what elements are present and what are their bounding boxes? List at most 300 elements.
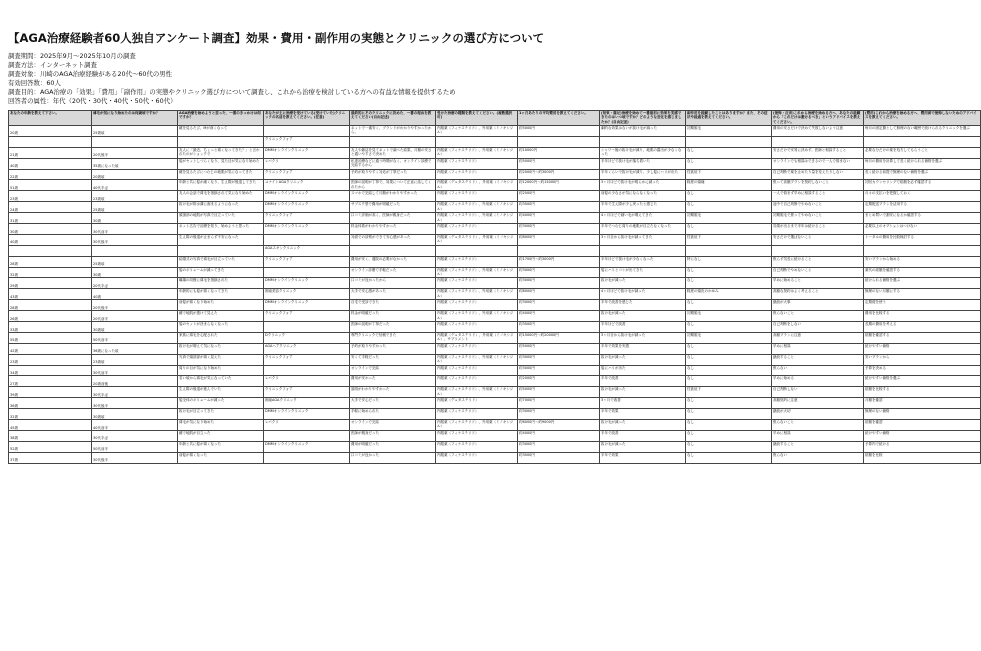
table-cell: クリニックフォア (264, 354, 350, 365)
table-cell: 料金体系がわかりやすかった (350, 224, 436, 235)
table-cell: 30代後半 (92, 234, 178, 245)
table-cell: 早めに相談 (772, 343, 864, 354)
table-cell: 初期脱毛 (686, 311, 772, 322)
table-cell: 安いプランから (864, 354, 981, 365)
table-cell: 前髪が薄くなり始めた (178, 300, 264, 311)
table-cell: なし (686, 191, 772, 202)
table-cell: 52歳 (9, 441, 92, 452)
table-cell: 軽度の頭痛 (686, 180, 772, 191)
table-cell: 45歳 (9, 420, 92, 431)
table-cell: 内服薬（フィナステリド）、外用薬（ミノキシジル） (436, 267, 518, 278)
table-cell: レバクリ (264, 158, 350, 169)
table-cell: 特になし (686, 256, 772, 267)
table-cell: 効果が出るまで半年は続けること (772, 224, 864, 235)
table-cell: なし (686, 158, 772, 169)
table-cell: なし (686, 452, 772, 463)
column-header: AGA治療を始めようと思った、一番のきっかけは何ですか？ (178, 111, 264, 126)
table-cell: 内服薬（フィナステリド） (436, 409, 518, 420)
table-row (9, 311, 981, 322)
table-cell: 生え際の後退が進んでいた (178, 387, 264, 398)
table-cell (264, 267, 350, 278)
table-cell: 30歳頃 (92, 322, 178, 333)
table-cell: 20代前半 (92, 311, 178, 322)
table-cell: 約2000円～約3000円 (518, 169, 600, 180)
table-cell: ユナイトAGAクリニック (264, 180, 350, 191)
table-cell: 30代半ば (92, 430, 178, 441)
table-cell: 約4000円 (518, 311, 600, 322)
column-header: (効果・満足)治療を始めて一番最初に効果を実感できたのはいつ頃ですか？どのような変化を感じましたか？(自由記述) (600, 111, 686, 126)
table-row (9, 191, 981, 202)
table-cell (864, 245, 981, 256)
table-row (9, 202, 981, 213)
column-header: 薄毛が気になり始めたのは何歳頃ですか？ (92, 111, 178, 126)
table-cell: 20代半ば (92, 278, 178, 289)
table-cell: 40代半ば (92, 180, 178, 191)
table-cell: 性欲低下 (686, 387, 772, 398)
table-cell: 軽度の頭皮のかゆみ (686, 289, 772, 300)
table-cell: 高額プランに注意 (772, 332, 864, 343)
table-cell: 安くて手軽だった (350, 354, 436, 365)
table-cell: 内服薬（フィナステリド） (436, 452, 518, 463)
table-cell: クリニックフォア (264, 311, 350, 322)
table-cell: 内服薬（デュタステリド）、外用薬（ミノキシジル） (436, 234, 518, 245)
table-cell: 内服薬（フィナステリド） (436, 169, 518, 180)
table-cell: 続けやすい価格 (864, 430, 981, 441)
table-cell: 初期脱毛 (686, 332, 772, 343)
table-cell (92, 245, 178, 256)
table-cell (436, 245, 518, 256)
table-cell: 年齢的にも髪が薄くなってきた (178, 289, 264, 300)
meta-line: 調査対象：川崎のAGA治療経験がある20代～60代の男性 (8, 70, 173, 79)
table-cell: 職場の同僚に薄毛を指摘された (178, 278, 264, 289)
table-cell: 30代前半 (92, 224, 178, 235)
table-cell: 約3500円 (518, 322, 600, 333)
table-cell: 抜け毛が減った (600, 387, 686, 398)
table-cell: AGAヘアクリニック (264, 343, 350, 354)
table-row (9, 441, 981, 452)
table-cell: ネットで一番安く、ブランドがわかりやすかったから。 (350, 126, 436, 137)
table-cell: 総額を確認する (864, 332, 981, 343)
survey-table (8, 110, 981, 464)
table-cell: 51歳 (9, 180, 92, 191)
table-cell: 30代半ば (92, 387, 178, 398)
table-cell: 若い頃から薄毛が気になっていた (178, 376, 264, 387)
table-cell: 28歳 (9, 300, 92, 311)
table-cell: 約3000円 (518, 365, 600, 376)
table-cell: 手軽に始められた (350, 409, 436, 420)
column-header: 最終的にそのクリニックに決めた、一番の理由を教えてください(自由記述) (350, 111, 436, 126)
table-cell: 髪全体のボリュームが減った (178, 398, 264, 409)
table-cell: 3ヶ月目から抜け毛が減った (600, 332, 686, 343)
table-cell: 約3000円 (518, 409, 600, 420)
table-cell: 半年ほどで抜け毛が少なくなった (600, 256, 686, 267)
table-cell: 半年で効果 (600, 409, 686, 420)
table-cell: 40歳 (9, 234, 92, 245)
table-cell: 約3000円 (518, 267, 600, 278)
table-cell: 焦らない (772, 452, 864, 463)
table-cell: 20歳頃 (92, 169, 178, 180)
table-cell: なし (686, 409, 772, 420)
table-cell: 50代前半 (92, 332, 178, 343)
table-row (9, 343, 981, 354)
table-cell (264, 452, 350, 463)
table-cell (686, 136, 772, 147)
table-cell: 医師が親身だった (350, 430, 436, 441)
table-cell: 20歳 (9, 126, 92, 137)
table-cell: 費用の安さだけで決めて失敗しないよう注意 (772, 126, 864, 137)
table-cell: 内服薬（フィナステリド） (436, 158, 518, 169)
table-cell: 約6000円～約9000円 (518, 420, 600, 431)
table-cell: 内服薬（フィナステリド） (436, 224, 518, 235)
table-row (9, 126, 981, 137)
table-cell: 総額を確認 (864, 420, 981, 431)
table-cell: 続けやすい価格を選ぶ (864, 376, 981, 387)
table-cell: なし (686, 441, 772, 452)
table-cell: ネット広告で治療を知り、始めようと思った (178, 224, 264, 235)
table-row (9, 213, 981, 224)
table-cell: 内服薬（デュタステリド）、外用薬（ミノキシジル） (436, 180, 518, 191)
table-cell: 月々の支払いを把握しておく (864, 191, 981, 202)
table-cell: 一人で悩まず早めに相談すること (772, 191, 864, 202)
table-cell: 27歳 (9, 376, 92, 387)
table-cell: 内服薬（フィナステリド） (436, 430, 518, 441)
table-cell: 初回カウンセリングで総額を必ず確認する (864, 180, 981, 191)
table-cell: 予算を決める (864, 365, 981, 376)
table-cell: 約3000円 (518, 354, 600, 365)
table-cell: 30歳頃 (92, 409, 178, 420)
table-cell: 安さだけで安易に決めず、医師と相談すること (772, 147, 864, 158)
table-cell: レバクリ (264, 420, 350, 431)
table-cell: 無理のない月額にする (864, 289, 981, 300)
table-cell: 40代前半 (92, 420, 178, 431)
table-cell (92, 136, 178, 147)
table-cell: 43歳 (9, 289, 92, 300)
table-cell: 約8000円 (518, 234, 600, 245)
table-cell: 焦らず気長に続けること (772, 256, 864, 267)
table-row (9, 136, 981, 147)
table-cell: 内服薬（フィナステリド）、外用薬（ミノキシジル） (436, 213, 518, 224)
table-cell (9, 245, 92, 256)
table-cell: なし (686, 322, 772, 333)
table-cell: 内服薬（フィナステリド）、外用薬（ミノキシジル） (436, 289, 518, 300)
table-cell: クリニックフォア (264, 256, 350, 267)
table-row (9, 376, 981, 387)
table-cell: 抜け毛が目立ってきた (178, 409, 264, 420)
table-cell: DMMオンラインクリニック (264, 409, 350, 420)
table-cell: 内服薬（フィナステリド）、外用薬（ミノキシジル） (436, 387, 518, 398)
survey-meta (8, 52, 456, 107)
table-cell (264, 322, 350, 333)
table-cell: 内服薬（フィナステリド）、外用薬（ミノキシジル） (436, 354, 518, 365)
table-cell: 抜け毛が排水溝に溜まるようになった (178, 202, 264, 213)
table-cell: 自己判断しない (772, 387, 864, 398)
table-cell: 内服薬（フィナステリド） (436, 300, 518, 311)
table-cell: 約7000円 (518, 398, 600, 409)
table-row (9, 245, 981, 256)
table-cell (772, 245, 864, 256)
table-cell: 半年で改善 (600, 376, 686, 387)
column-header: 1ヶ月あたりの平均費用を教えてください。 (518, 111, 600, 126)
meta-line: 調査期間：2025年9月～2025年10月の調査 (8, 52, 136, 60)
table-cell: 25歳頃 (92, 256, 178, 267)
table-cell: 38歳 (9, 430, 92, 441)
table-cell: 費用が明確だった (350, 441, 436, 452)
table-cell: 費用を比較する (864, 311, 981, 322)
table-cell: 予約が取りやすかった (350, 343, 436, 354)
table-cell (350, 245, 436, 256)
table-cell: 内服薬（フィナステリド） (436, 256, 518, 267)
table-cell: 友人や雑誌を見てネットで調べた結果、月額の安さと通いやすさで決めた (350, 147, 436, 158)
table-row (9, 158, 981, 169)
table-cell: 湘南美容クリニック (264, 289, 350, 300)
table-row (9, 256, 981, 267)
table-cell: 高額な契約はよく考えること (772, 289, 864, 300)
table-cell: 約3000円 (518, 300, 600, 311)
table-cell: なし (686, 398, 772, 409)
table-cell: 高額契約に注意 (772, 398, 864, 409)
table-cell: 約4000円 (518, 430, 600, 441)
table-cell: 鏡で地肌が透けて見えた (178, 311, 264, 322)
table-cell (864, 136, 981, 147)
table-cell: 総額を比較する (864, 387, 981, 398)
table-cell: 性欲低下 (686, 169, 772, 180)
table-cell: 内服薬（フィナステリド）、外用薬（ミノキシジル） (436, 202, 518, 213)
table-cell: 3ヶ月で改善 (600, 398, 686, 409)
table-row (9, 322, 981, 333)
table-cell: 医師の説明が丁寧だった (350, 322, 436, 333)
table-cell: なし (686, 267, 772, 278)
table-cell: 24歳 (9, 202, 92, 213)
table-cell: 内服薬（フィナステリド）、外用薬（ミノキシジル） (436, 420, 518, 431)
table-cell: 内服薬（フィナステリド） (436, 441, 518, 452)
table-cell: DMMオンラインクリニック (264, 278, 350, 289)
table-cell: 年齢と共に髪が細くなり、生え際が後退してきた (178, 180, 264, 191)
table-cell: オンラインで完結 (350, 420, 436, 431)
table-cell: 約5000円 (518, 343, 600, 354)
table-cell: 初期脱毛 (686, 126, 772, 137)
table-cell: 40歳 (9, 158, 92, 169)
table-cell: 20代後半 (92, 147, 178, 158)
table-row (9, 180, 981, 191)
table-cell: 鏡で地肌が目立った (178, 430, 264, 441)
table-cell: 初期脱毛 (686, 213, 772, 224)
table-cell: 友人の会話で薄毛を指摘されて気になり始めた (178, 191, 264, 202)
table-cell: 大手で安心だった (350, 398, 436, 409)
table-cell: 約3500円 (518, 202, 600, 213)
table-cell: 30代後半 (92, 452, 178, 463)
table-cell: 生え際の後退が止まらず不安になった (178, 234, 264, 245)
table-cell: 内服薬（フィナステリド）、外用薬（ミノキシジル） (436, 126, 518, 137)
table-cell: 約3500円 (518, 452, 600, 463)
table-cell: 安さだけで選ばないこと (772, 234, 864, 245)
table-cell: 費用が安かった (350, 376, 436, 387)
table-cell: 39歳 (9, 387, 92, 398)
table-cell: 半年で効果を実感 (600, 343, 686, 354)
column-header: あなたが主に治療を受けている(受けていた)クリニックの名前を教えてください。(任意) (264, 111, 350, 126)
table-cell: 4ヶ月ほどで抜け毛が減った (600, 289, 686, 300)
table-row (9, 365, 981, 376)
table-row (9, 147, 981, 158)
table-row (9, 289, 981, 300)
table-cell: 早めに始める (772, 376, 864, 387)
table-cell: 毎月の固定費として無理のない範囲で続けられるクリニックを選ぶ (864, 126, 981, 137)
table-cell: 37歳 (9, 452, 92, 463)
table-cell (264, 430, 350, 441)
table-cell: DMMオンラインクリニック (264, 224, 350, 235)
table-cell: 月額を確認 (864, 398, 981, 409)
table-cell (178, 245, 264, 256)
column-header: 副作用を経験したことはありますか？また、その症状や経過を教えてください。 (686, 111, 772, 126)
table-cell: DMMオンラインクリニック (264, 202, 350, 213)
table-cell: 長期の費用を考える (864, 322, 981, 333)
table-cell: 半年くらいで抜け毛が減り、少し髪にハリが出た (600, 169, 686, 180)
table-cell: 内服薬（フィナステリド） (436, 278, 518, 289)
meta-line: 回答者の属性：年代（20代・30代・40代・50代・60代） (8, 97, 177, 106)
table-cell (350, 136, 436, 147)
table-row (9, 354, 981, 365)
table-cell: 写真で頭頂部が薄く見えた (178, 354, 264, 365)
table-cell: 焦らない (772, 365, 864, 376)
table-cell: 内服薬（フィナステリド） (436, 191, 518, 202)
table-cell: 約2000円 (518, 376, 600, 387)
table-cell: 約8000円 (518, 289, 600, 300)
table-cell: 30代後半 (92, 398, 178, 409)
table-cell: 湘南AGAクリニック (264, 398, 350, 409)
table-cell: 劇的な効果はないが抜け毛が減った (600, 126, 686, 137)
table-cell (264, 126, 350, 137)
table-cell: 36歳になった頃 (92, 343, 178, 354)
table-cell: 前髪の少なさが気にならなくなった (600, 191, 686, 202)
table-cell: 継続が大事 (772, 300, 864, 311)
document-title: 【AGA治療経験者60人独自アンケート調査】効果・費用・副作用の実態とクリニックの選び方について (8, 31, 545, 45)
table-cell: なし (686, 376, 772, 387)
table-body (9, 126, 981, 464)
table-cell: オンラインでも相談はできるので一人で悩まない (772, 158, 864, 169)
table-cell: DMMオンラインクリニック (264, 300, 350, 311)
table-cell: 25歳頃 (92, 202, 178, 213)
column-header: (費用)これから治療を始める方へ、費用面で後悔しないためのアドバイスを教えてください。 (864, 111, 981, 126)
table-cell: 3ヶ月目から抜け毛が減ってきた (600, 234, 686, 245)
table-cell: 前髪が薄くなった (178, 452, 264, 463)
table-cell (9, 136, 92, 147)
table-cell: 28歳 (9, 256, 92, 267)
table-cell: 対面での診察ができて安心感があった (350, 234, 436, 245)
table-header-row (9, 111, 981, 126)
table-cell: DMMオンラインクリニック (264, 147, 350, 158)
table-cell: 継続が大切 (772, 409, 864, 420)
table-cell: 約3000円 (518, 441, 600, 452)
table-cell: 口コミが良かったから (350, 278, 436, 289)
table-cell: 30歳 (92, 213, 178, 224)
table-cell: 早めに始めること (772, 278, 864, 289)
table-cell: 年齢と共に髪が薄くなった (178, 441, 264, 452)
table-cell: 内服薬（フィナステリド） (436, 365, 518, 376)
table-cell: 32歳 (9, 267, 92, 278)
table-cell: 36歳 (9, 398, 92, 409)
table-cell: 内服薬（デュタステリド）、外用薬（ミノキシジル）、サプリメント (436, 332, 518, 343)
table-cell: 22歳 (9, 169, 92, 180)
table-cell: なし (686, 300, 772, 311)
table-cell: 家族に薄毛を心配された (178, 332, 264, 343)
table-cell: なし (686, 278, 772, 289)
table-cell: 必要な分だけの薬を処方してもらうこと (864, 147, 981, 158)
table-cell: なし (686, 202, 772, 213)
table-cell: 焦って高額プランを契約しないこと (772, 180, 864, 191)
table-cell: 30歳 (92, 267, 178, 278)
table-cell: 抜け毛が増えて気になった (178, 343, 264, 354)
table-cell: 半年で改善を感じた (600, 300, 686, 311)
table-cell: なし (686, 430, 772, 441)
table-cell: 35歳になった頃 (92, 158, 178, 169)
table-cell: 内服薬（フィナステリド）、外用薬（ミノキシジル） (436, 311, 518, 322)
table-cell: 薄毛が気になり始めた (178, 420, 264, 431)
table-cell: 半年ほどで抜け毛が落ち着いた (600, 158, 686, 169)
table-cell: サブスク型で費用が明確だった (350, 202, 436, 213)
table-cell: 費用が安く、通院の必要がなかった (350, 256, 436, 267)
table-cell: 約12000円～約15000円 (518, 180, 600, 191)
table-cell: なし (686, 420, 772, 431)
table-cell: Dクリニック (264, 332, 350, 343)
table-cell: 抜け毛が減った (600, 354, 686, 365)
table-cell: スマホで完結して月額がわかりやすかった (350, 191, 436, 202)
table-cell: 鏡を見るたび、Mが深くなって (178, 126, 264, 137)
table-cell (686, 245, 772, 256)
table-cell: クリニックフォア (264, 169, 350, 180)
table-cell: 定期便を使う (864, 300, 981, 311)
table-cell: DMMオンラインクリニック (264, 191, 350, 202)
table-cell: 約3000円 (518, 224, 600, 235)
table-cell: 早めに相談 (772, 430, 864, 441)
table-cell: 40歳 (92, 289, 178, 300)
table-cell: 約10000円 (518, 147, 600, 158)
table-cell: 半年ほどで改善 (600, 322, 686, 333)
table-cell: 友人に「最近、ちょっと薄くなってきた？」と言われたのがショックで (178, 147, 264, 158)
table-cell: 23歳 (9, 354, 92, 365)
table-cell: 内服薬（フィナステリド） (436, 343, 518, 354)
table-row (9, 267, 981, 278)
table-cell: 途中で自己判断でやめないこと (772, 202, 864, 213)
table-cell: なし (686, 365, 772, 376)
table-cell: 髪がセットしづらくなり、見た目が気になり始めた (178, 158, 264, 169)
table-cell: 口コミが良かった (350, 452, 436, 463)
table-cell: 長く続ける前提で無理のない価格を選ぶ (864, 169, 981, 180)
table-cell: 自己判断で薬を止めたり量を変えたりしない (772, 169, 864, 180)
table-cell: 23歳 (9, 191, 92, 202)
table-cell: なし (686, 224, 772, 235)
table-cell (772, 136, 864, 147)
table-row (9, 300, 981, 311)
table-cell: 20歳前後 (92, 376, 178, 387)
table-cell: 約15000円～約20000円 (518, 332, 600, 343)
table-cell: 約5000円 (518, 126, 600, 137)
table-cell: 大手で安心感があった (350, 289, 436, 300)
table-cell: 継続すること (772, 441, 864, 452)
table-cell: 約5000円 (518, 158, 600, 169)
table-cell (264, 365, 350, 376)
table-cell: 内服薬（フィナステリド） (436, 376, 518, 387)
table-cell: 総額を比較 (864, 452, 981, 463)
table-row (9, 452, 981, 463)
table-cell: 続けやすい価格 (864, 343, 981, 354)
table-cell: まとめ買いで割安になるか確認する (864, 213, 981, 224)
table-cell: 医師の説明が丁寧で、効果について正直に話してくれたから (350, 180, 436, 191)
table-cell: 半年で効果 (600, 452, 686, 463)
table-cell: 31歳 (9, 213, 92, 224)
table-row (9, 398, 981, 409)
table-cell: 口コミ評価が高く、医師が親身だった (350, 213, 436, 224)
table-cell: 私達治療などに通う時間がなく、オンライン診療で完結するから (350, 158, 436, 169)
table-cell: なし (686, 354, 772, 365)
